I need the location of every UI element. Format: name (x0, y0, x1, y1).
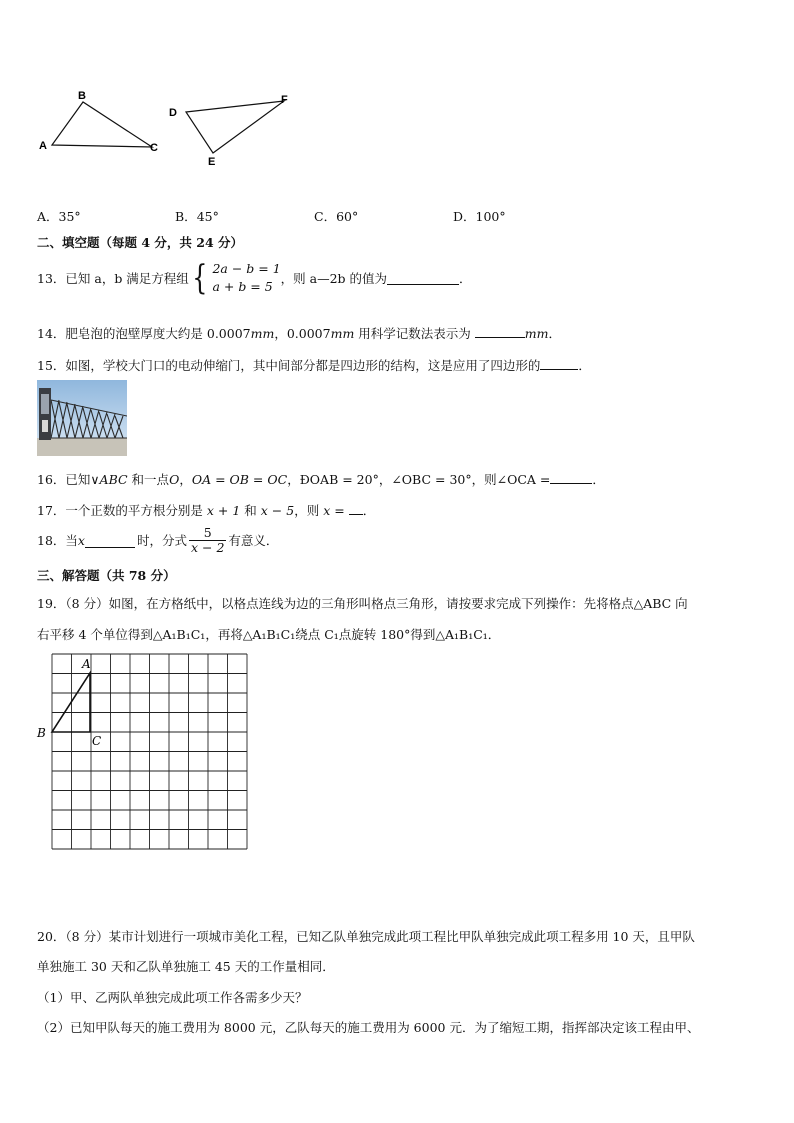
grid-figure (30, 650, 255, 855)
grid-label-b: B (37, 726, 46, 740)
label-f: F (281, 94, 288, 106)
grid-label-a: A (82, 657, 91, 671)
question-18: 18．当 x 时，分式 $\frac{5}{x - 2}$ 有意义． (37, 525, 279, 555)
section-2-heading: 二、填空题（每题 4 分，共 24 分） (37, 235, 244, 250)
question-13: 13．已知 a，b 满足方程组 { 2a − b = 1 a + b = 5 ，则 a—2b 的值为 ． (37, 258, 472, 298)
triangle-figures (30, 85, 300, 170)
question-20-line-1: 20．（8 分）某市计划进行一项城市美化工程，已知乙队单独完成此项工程比甲队单独完成此项工程多用 10 天，且甲队 (37, 929, 695, 944)
answer-blank[interactable] (85, 534, 135, 548)
question-14: 14．肥皂泡的泡壁厚度大约是 0.0007mm，0.0007mm 用科学记数法表示为 mm． (37, 326, 561, 341)
option-b: B．45° (175, 209, 219, 224)
option-a: A．35° (37, 209, 81, 224)
question-20-sub-2: （2）已知甲队每天的施工费用为 8000 元，乙队每天的施工费用为 6000 元．为了缩短工期，指挥部决定该工程由甲、 (37, 1020, 700, 1035)
equation-system: { 2a − b = 1 a + b = 5 (192, 258, 281, 298)
question-19-line-2: 右平移 4 个单位得到△A₁B₁C₁，再将△A₁B₁C₁绕点 C₁点旋转 180°得到△A₁B₁C₁． (37, 627, 501, 642)
grid-label-c: C (92, 734, 102, 748)
label-d: D (169, 107, 177, 119)
answer-blank[interactable] (550, 470, 592, 484)
question-20-sub-1: （1）甲、乙两队单独完成此项工作各需多少天？ (37, 990, 308, 1005)
question-20-line-2: 单独施工 30 天和乙队单独施工 45 天的工作量相同． (37, 959, 335, 974)
section-3-heading: 三、解答题（共 78 分） (37, 568, 176, 583)
label-e: E (208, 156, 216, 168)
answer-blank[interactable] (475, 324, 525, 338)
question-19-line-1: 19．（8 分）如图，在方格纸中，以格点连线为边的三角形叫格点三角形，请按要求完成下列操作：先将格点△ABC 向 (37, 596, 688, 611)
fraction: $\frac{5}{x - 2}$ (190, 525, 225, 555)
label-b: B (78, 90, 86, 102)
answer-blank[interactable] (540, 356, 578, 370)
answer-blank[interactable] (349, 501, 363, 515)
option-d: D．100° (453, 209, 506, 224)
answer-blank[interactable] (387, 271, 459, 285)
label-a: A (39, 140, 47, 152)
gate-photo (37, 380, 127, 456)
question-17: 17．一个正数的平方根分别是 x + 1 和 x − 5，则 x = ． (37, 503, 376, 518)
label-c: C (150, 142, 158, 154)
question-16: 16．已知∨ABC 和一点O，OA = OB = OC，ÐOAB = 20°，∠OBC = 30°，则∠OCA = ． (37, 472, 605, 487)
option-c: C．60° (314, 209, 359, 224)
question-15: 15．如图，学校大门口的电动伸缩门，其中间部分都是四边形的结构，这是应用了四边形的 ． (37, 358, 591, 373)
